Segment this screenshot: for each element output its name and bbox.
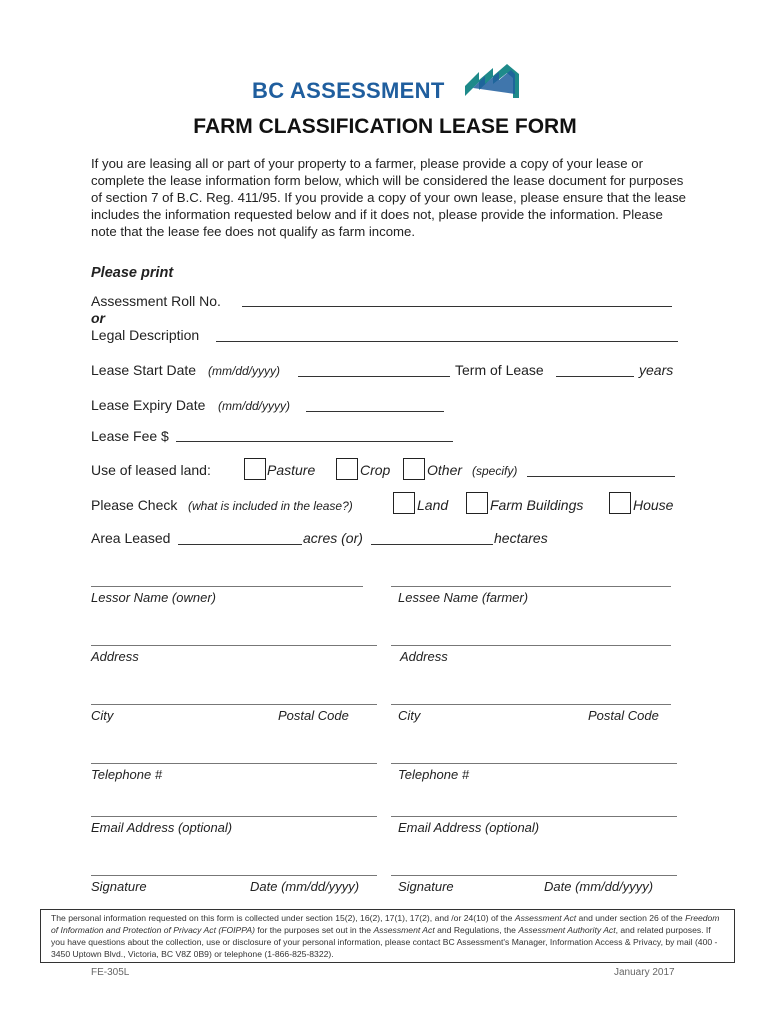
use-of-land-label: Use of leased land: <box>91 462 211 478</box>
farm-buildings-label: Farm Buildings <box>490 497 584 513</box>
lessee-postal-label: Postal Code <box>588 708 659 723</box>
legal-description-field[interactable] <box>216 341 678 342</box>
pasture-checkbox[interactable] <box>244 458 266 480</box>
lessee-address-label: Address <box>400 649 448 664</box>
lease-start-format: (mm/dd/yyyy) <box>208 364 280 378</box>
lessor-signature-label: Signature <box>91 879 147 894</box>
privacy-text-5: , and related purposes. If you have questions about the collection, use or disclosure of your personal information, please contact BC Assessment's Manager, Information Access & Privacy, by mail (400 - 3450 Uptown Blvd., Victoria, BC V8Z 0B9) or telephone (1-866-825-8322). <box>51 925 718 959</box>
page-title: FARM CLASSIFICATION LEASE FORM <box>193 115 577 138</box>
lease-expiry-label: Lease Expiry Date <box>91 397 206 413</box>
lessor-name-field[interactable] <box>91 586 363 587</box>
lessee-address-field[interactable] <box>391 645 671 646</box>
lessor-postal-label: Postal Code <box>278 708 349 723</box>
other-label: Other <box>427 462 463 478</box>
lessor-signature-field[interactable] <box>91 875 377 876</box>
or-label: or <box>91 310 105 326</box>
acres-or-label: acres (or) <box>303 530 363 546</box>
privacy-notice <box>40 909 735 963</box>
land-label: Land <box>417 497 449 513</box>
land-checkbox[interactable] <box>393 492 415 514</box>
privacy-text-2: and under section 26 of the <box>576 913 686 923</box>
legal-description-label: Legal Description <box>91 327 200 343</box>
lease-start-field[interactable] <box>298 376 450 377</box>
lessee-city-field[interactable] <box>391 704 671 705</box>
lessor-city-field[interactable] <box>91 704 377 705</box>
specify-label: (specify) <box>472 464 518 478</box>
lease-start-label: Lease Start Date <box>91 362 197 378</box>
lessor-telephone-label: Telephone # <box>91 767 163 782</box>
please-print-label: Please print <box>91 265 174 281</box>
crop-label: Crop <box>360 462 391 478</box>
please-check-label: Please Check <box>91 497 178 513</box>
lessee-telephone-label: Telephone # <box>398 767 470 782</box>
privacy-act-name-4: Assessment Authority Act <box>518 925 616 935</box>
lessee-email-field[interactable] <box>391 816 677 817</box>
house-label: House <box>633 497 674 513</box>
other-specify-field[interactable] <box>527 476 675 477</box>
lessor-city-label: City <box>91 708 114 723</box>
privacy-text-1: The personal information requested on this form is collected under section 15(2), 16(2), 17(1), 17(2), and /or 24(10) of the <box>51 913 515 923</box>
lessor-email-label: Email Address (optional) <box>91 820 233 835</box>
lease-expiry-format: (mm/dd/yyyy) <box>218 399 290 413</box>
lessee-signature-field[interactable] <box>391 875 677 876</box>
privacy-act-name-2: Freedom of Information and Protection of Privacy Act (FOIPPA) <box>51 913 720 935</box>
area-leased-label: Area Leased <box>91 530 171 546</box>
hectares-field[interactable] <box>371 544 493 545</box>
lessee-email-label: Email Address (optional) <box>398 820 540 835</box>
term-of-lease-field[interactable] <box>556 376 634 377</box>
lessor-email-field[interactable] <box>91 816 377 817</box>
hectares-label: hectares <box>494 530 548 546</box>
lease-fee-label: Lease Fee $ <box>91 428 169 444</box>
what-included-label: (what is included in the lease?) <box>188 499 353 513</box>
house-checkbox[interactable] <box>609 492 631 514</box>
lessee-signature-label: Signature <box>398 879 454 894</box>
form-date: January 2017 <box>614 967 675 978</box>
lessee-name-field[interactable] <box>391 586 671 587</box>
crop-checkbox[interactable] <box>336 458 358 480</box>
bc-assessment-logo-icon <box>465 64 521 105</box>
privacy-act-name-1: Assessment Act <box>514 913 577 923</box>
lease-expiry-field[interactable] <box>306 411 444 412</box>
lessor-telephone-field[interactable] <box>91 763 377 764</box>
term-of-lease-label: Term of Lease <box>455 362 544 378</box>
lessee-city-label: City <box>398 708 421 723</box>
lessor-address-label: Address <box>91 649 139 664</box>
roll-no-label: Assessment Roll No. <box>91 293 221 309</box>
lessee-date-label: Date (mm/dd/yyyy) <box>544 879 654 894</box>
lease-fee-field[interactable] <box>176 441 453 442</box>
other-checkbox[interactable] <box>403 458 425 480</box>
privacy-text-4: and Regulations, the <box>434 925 519 935</box>
form-code: FE-305L <box>91 967 130 978</box>
privacy-act-name-3: Assessment Act <box>373 925 435 935</box>
lessee-name-label: Lessee Name (farmer) <box>398 590 529 605</box>
lessor-address-field[interactable] <box>91 645 377 646</box>
years-label: years <box>639 362 674 378</box>
lessor-name-label: Lessor Name (owner) <box>91 590 216 605</box>
intro-paragraph: If you are leasing all or part of your property to a farmer, please provide a copy of your lease or complete the lease information form below, which will be considered the lease document for purposes of section 7 of B.C. Reg. 411/95. If you provide a copy of your own lease, please ensure that the lease includes the information requested below and if it does not, please provide the information. Please note that the lease fee does not qualify as farm income. <box>91 156 687 239</box>
lessee-telephone-field[interactable] <box>391 763 677 764</box>
farm-buildings-checkbox[interactable] <box>466 492 488 514</box>
acres-field[interactable] <box>178 544 302 545</box>
privacy-text-3: for the purposes set out in the <box>254 925 374 935</box>
pasture-label: Pasture <box>267 462 316 478</box>
roll-no-field[interactable] <box>242 306 672 307</box>
lessor-date-label: Date (mm/dd/yyyy) <box>250 879 360 894</box>
logo-text: BC ASSESSMENT <box>252 78 445 103</box>
